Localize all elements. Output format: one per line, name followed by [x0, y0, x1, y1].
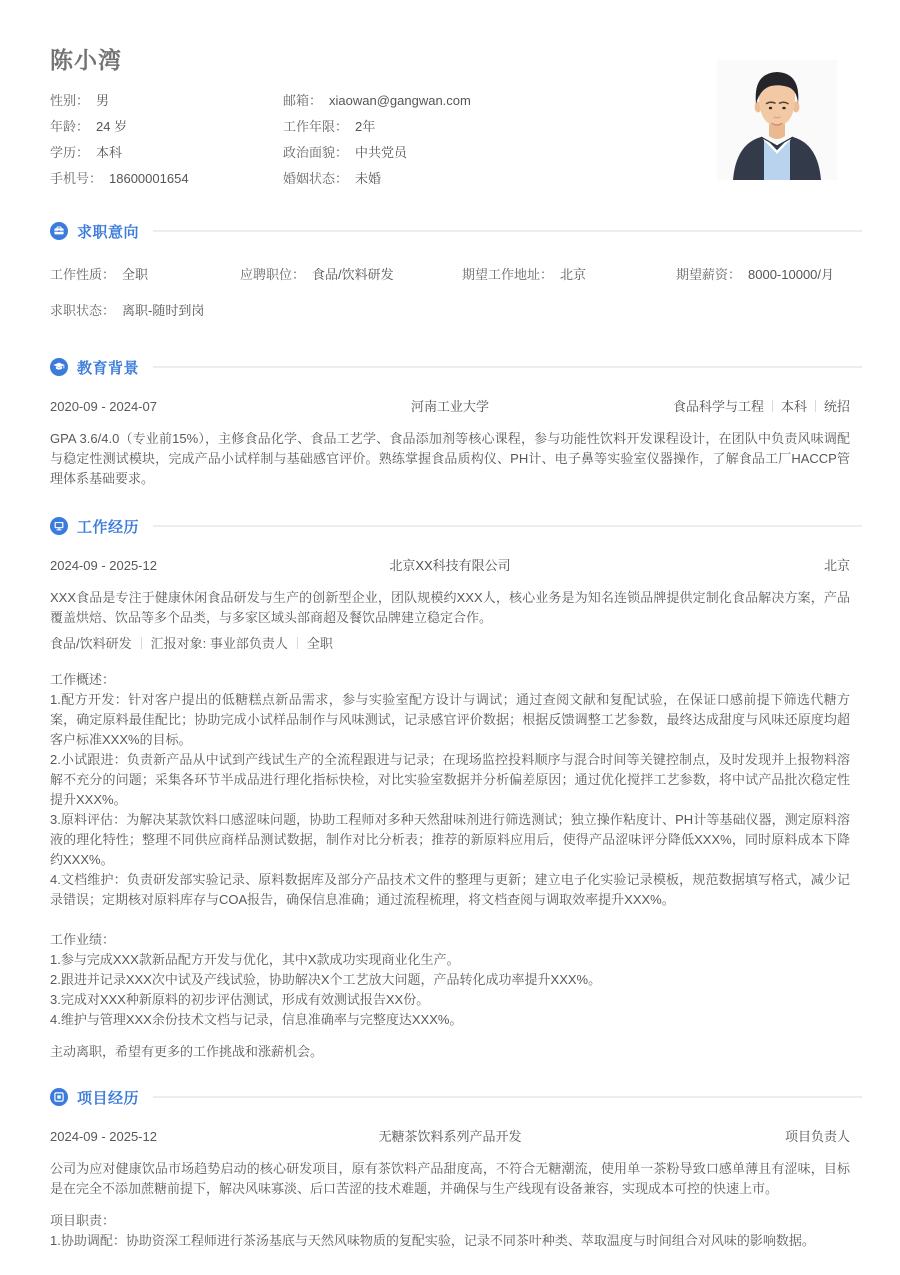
- section-title: 教育背景: [77, 359, 140, 377]
- work-achievement-item: 2.跟进并记录XXX次中试及产线试验，协助解决X个工艺放大问题，产品转化成功率提升XXX%。: [50, 972, 602, 987]
- section-project-header: [50, 1086, 862, 1108]
- work-body: [50, 557, 862, 1062]
- separator: [141, 637, 142, 649]
- profile-field-label: 年龄：: [50, 119, 90, 134]
- project-background: 公司为应对健康饮品市场趋势启动的核心研发项目，原有茶饮料产品甜度高，不符合无糖潮流，使用单一茶粉导致口感单薄且有涩味，目标是在完全不添加蔗糖前提下，解决风味寡淡、后口苦涩的技术难题，并确保与生产线现有设备兼容，实现成本可控的快速上市。: [50, 1161, 850, 1196]
- section-divider: [153, 525, 862, 527]
- work-report-to: 汇报对象: 事业部负责人: [150, 636, 288, 651]
- work-overview-item: 3.原料评估：为解决某款饮料口感涩味问题，协助工程师对多种天然甜味剂进行筛选测试；独立操作粘度计、PH计等基础仪器，测定原料溶液的理化特性；整理不同供应商样品测试数据，制作对比分析表；推荐的新原料应用后，使得产品涩味评分降低XXX%，同时原料成本下降约XXX%。: [50, 812, 850, 867]
- work-overview-item: 4.文档维护：负责研发部实验记录、原料数据库及部分产品技术文件的整理与更新；建立电子化实验记录模板，规范数据填写格式，减少记录错误；定期核对原料库存与COA报告，确保信息准确；通过流程梳理，将文档查阅与调取效率提升XXX%。: [50, 872, 850, 907]
- profile-field-label: 邮箱：: [283, 93, 323, 108]
- section-work-header: [50, 515, 862, 537]
- education-period: 2020-09 - 2024-07: [50, 399, 157, 414]
- section-job-intent-header: [50, 220, 862, 242]
- project-duty-block: [50, 1211, 850, 1251]
- work-achievement-item: 4.维护与管理XXX余份技术文档与记录，信息准确率与完整度达XXX%。: [50, 1012, 463, 1027]
- job-intent-field: [462, 266, 676, 284]
- profile-field-label: 手机号：: [50, 171, 103, 186]
- resume-header: [0, 0, 900, 188]
- job-intent-field-label: 期望工作地址：: [462, 267, 554, 282]
- project-duty-title: 项目职责：: [50, 1213, 116, 1228]
- separator: [297, 637, 298, 649]
- profile-photo-illustration: [717, 60, 837, 180]
- work-achievement-title: 工作业绩：: [50, 932, 116, 947]
- profile-field: [50, 170, 283, 188]
- section-project-experience: [50, 1086, 862, 1251]
- job-intent-field-value: 全职: [122, 267, 149, 282]
- profile-field-label: 政治面貌：: [283, 145, 349, 160]
- profile-field-label: 婚姻状态：: [283, 171, 349, 186]
- profile-field-label: 工作年限：: [283, 119, 349, 134]
- work-achievement-block: [50, 930, 850, 1030]
- job-intent-field: [676, 266, 850, 284]
- job-intent-field-label: 期望薪资：: [676, 267, 742, 282]
- company-intro: XXX食品是专注于健康休闲食品研发与生产的创新型企业，团队规模约XXX人，核心业务是为知名连锁品牌提供定制化食品解决方案，产品覆盖烘焙、饮品等多个品类，与多家区域头部商超及餐饮品牌建立稳定合作。: [50, 590, 850, 625]
- education-degree: 本科: [780, 399, 807, 414]
- briefcase-icon: [50, 222, 68, 240]
- work-overview-title: 工作概述：: [50, 672, 116, 687]
- work-company: 北京XX科技有限公司: [389, 558, 511, 573]
- education-row: [50, 398, 850, 416]
- profile-field-value: 本科: [96, 145, 123, 160]
- project-duty-list: [50, 1231, 850, 1251]
- work-achievement-item: 3.完成对XXX种新原料的初步评估测试，形成有效测试报告XX份。: [50, 992, 430, 1007]
- job-intent-field-value: 北京: [560, 267, 587, 282]
- profile-field: [50, 144, 283, 162]
- project-row: [50, 1128, 850, 1146]
- education-enroll-type: 统招: [823, 399, 850, 414]
- graduation-cap-icon: [50, 358, 68, 376]
- education-description: GPA 3.6/4.0（专业前15%），主修食品化学、食品工艺学、食品添加剂等核心课程，参与功能性饮料开发课程设计，在团队中负责风味调配与稳定性测试模块，完成产品小试样制与基础感官评价。熟练掌握食品质构仪、PH计、电子鼻等实验室仪器操作，了解食品工厂HACCP管理体系基础要求。: [50, 431, 850, 486]
- profile-field-value: 18600001654: [109, 171, 189, 186]
- work-job-type: 全职: [306, 636, 333, 651]
- job-seek-status: [50, 302, 850, 320]
- work-overview-item: 2.小试跟进：负责新产品从中试到产线试生产的全流程跟进与记录；在现场监控投料顺序与混合时间等关键控制点，及时发现并上报物料溶解不充分的问题；采集各环节半成品进行理化指标快检，对比实验室数据并分析偏差原因；通过优化搅拌工艺参数，将中试产品批次稳定性提升XXX%。: [50, 752, 850, 807]
- profile-field-label: 学历：: [50, 145, 90, 160]
- section-title: 项目经历: [77, 1089, 140, 1107]
- candidate-name: 陈小湾: [50, 47, 122, 73]
- profile-photo: [717, 60, 837, 180]
- work-overview-item: 1.配方开发：针对客户提出的低糖糕点新品需求，参与实验室配方设计与调试；通过查阅文献和复配试验，在保证口感前提下筛选代糖方案，确定原料最佳配比；协助完成小试样品制作与风味测试，记录感官评价数据；根据反馈调整工艺参数，最终达成甜度与风味还原度均超客户标准XXX%的目标。: [50, 692, 850, 747]
- leave-reason: 主动离职，希望有更多的工作挑战和涨薪机会。: [50, 1044, 324, 1059]
- section-title: 工作经历: [77, 518, 140, 536]
- separator: [815, 400, 816, 412]
- work-position: 食品/饮料研发: [50, 636, 132, 651]
- work-achievement-list: [50, 950, 850, 1030]
- work-meta: [50, 634, 850, 654]
- education-body: [50, 398, 862, 489]
- section-divider: [153, 230, 862, 232]
- profile-field-label: 性别：: [50, 93, 90, 108]
- profile-field-value: 2年: [355, 119, 376, 134]
- profile-field: [50, 92, 283, 110]
- job-intent-field-label: 应聘职位：: [240, 267, 306, 282]
- section-work-experience: [50, 515, 862, 1062]
- education-major: 食品科学与工程: [672, 399, 764, 414]
- profile-field-value: 中共党员: [355, 145, 408, 160]
- archive-icon: [50, 1088, 68, 1106]
- job-seek-status-label: 求职状态：: [50, 303, 116, 318]
- work-achievement-item: 1.参与完成XXX款新品配方开发与优化，其中X款成功实现商业化生产。: [50, 952, 460, 967]
- job-intent-field-value: 食品/饮料研发: [312, 267, 394, 282]
- job-intent-field-label: 工作性质：: [50, 267, 116, 282]
- work-row: [50, 557, 850, 575]
- education-school: 河南工业大学: [410, 399, 489, 414]
- section-job-intent: [50, 220, 862, 320]
- job-intent-body: [50, 266, 862, 320]
- education-degree-info: [610, 398, 850, 416]
- section-education-header: [50, 356, 862, 378]
- job-intent-fields: [50, 266, 850, 284]
- project-name: 无糖茶饮料系列产品开发: [378, 1129, 522, 1144]
- monitor-icon: [50, 517, 68, 535]
- project-duty-item: 1.协助调配：协助资深工程师进行茶汤基底与天然风味物质的复配实验，记录不同茶叶种类、萃取温度与时间组合对风味的影响数据。: [50, 1233, 815, 1248]
- project-body: [50, 1128, 862, 1251]
- work-overview-block: [50, 670, 850, 910]
- job-intent-field-value: 8000-10000/月: [748, 267, 835, 282]
- project-role: 项目负责人: [784, 1129, 850, 1144]
- work-overview-list: [50, 690, 850, 910]
- work-location: 北京: [823, 558, 850, 573]
- profile-field-value: 男: [96, 93, 110, 108]
- profile-field-value: xiaowan@gangwan.com: [329, 93, 471, 108]
- project-period: 2024-09 - 2025-12: [50, 1129, 157, 1144]
- profile-field-value: 未婚: [355, 171, 382, 186]
- work-period: 2024-09 - 2025-12: [50, 558, 157, 573]
- section-divider: [153, 1096, 862, 1098]
- section-education: [50, 356, 862, 489]
- profile-field-value: 24 岁: [96, 119, 128, 134]
- profile-field: [50, 118, 283, 136]
- job-intent-field: [50, 266, 240, 284]
- separator: [772, 400, 773, 412]
- section-divider: [153, 366, 862, 368]
- section-title: 求职意向: [77, 223, 140, 241]
- job-seek-status-value: 离职-随时到岗: [122, 303, 205, 318]
- job-intent-field: [240, 266, 462, 284]
